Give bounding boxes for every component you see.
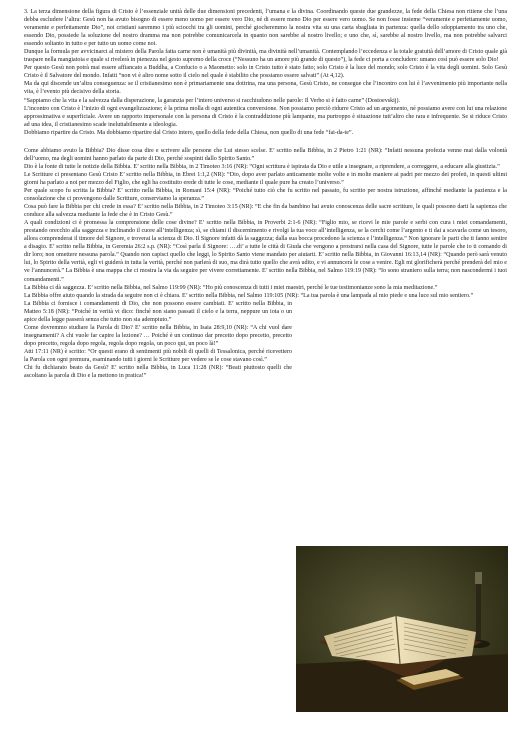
open-bible-illustration [296,546,508,712]
section-christ-dimensions [24,8,507,137]
paragraph: Come dovremmo studiare la Parola di Dio? E’ scritto nella Bibbia, in Isaia 28:9,10 (NR): “A chi vuol dare insegnamenti? A chi vuole far capire la lezione? … Poiché è un continuo dar precetto dopo precetto, precetto dopo precetto, regola dopo regola, regola dopo regola, un poco qui, un poco là!” [24,324,292,347]
section-bible [24,147,507,300]
paragraph: Le Scritture ci presentano Gesù Cristo E’ scritto nella Bibbia, in Ebrei 1:1,2 (NR): “Dio, dopo aver parlato anticamente molte volte e in molte maniere ai padri per mezzo dei profeti, in questi ultimi giorni ha parlato a noi per mezzo del Figlio, che egli ha costituito erede di tutte le cose, mediante il quale pure ha creato l’universo.” [24,171,507,186]
paragraph: Come abbiamo avuto la Bibbia? Dio disse cosa dire e scrivere alle persone che Lui stesso scelse. E’ scritto nella Bibbia, in 2 Pietro 1:21 (NR): “Infatti nessuna profezia venne mai dalla volontà dell’uomo, ma degli uomini hanno parlato da parte di Dio, perché sospinti dallo Spirito Santo.” [24,147,507,162]
paragraph: A quali condizioni ci è promessa la comprensione delle cose divine? E’ scritto nella Bibbia, in Proverbi 2:1-6 (NR): “Figlio mio, se ricevi le mie parole e serbi con cura i miei comandamenti, prestando orecchio alla saggezza e inclinando il cuore all’intelligenza; sì, se chiami il discernimento e rivolgi la tua voce all’intelligenza, se la cerchi come l’argento e ti dai a scavarla come un tesoro, allora comprenderai il timore del Signore, e troverai la scienza di Dio. Il Signore infatti dà la saggezza; dalla sua bocca procedono la scienza e l’intelligenza.” Non ignorare le parti che ti fanno sentire a disagio. E’ scritto nella Bibbia, in Geremia 26:2 s.p. (NR): “Così parla il Signore: ….di’ a tutte le città di Giuda che vengono a prostrarsi nella casa del Signore, tutte le parole che io ti comando di dir loro; non omettere nessuna parola.” Quando non capisci quello che leggi, lo Spirito Santo viene mandato per aiutarti. E’ scritto nella Bibbia, in Giovanni 16:13,14 (NR): “Quando però sarà venuto lui, lo Spirito della verità, egli vi guiderà in tutta la verità, perché non parlerà di suo, ma dirà tutto quello che avrà udito, e vi annuncerà le cose a venire. Egli mi glorificherà perché prenderà del mio e ve l’annuncerà.” La Bibbia è una mappa che ci mostra la via da seguire per vivere correttamente. E’ scritto nella Bibbia, nel Salmo 119:19 (NR): “Io sono straniero sulla terra; non nascondermi i tuoi comandamenti.” [24,220,507,283]
paragraph: Chi fu dichiarato beato da Gesù? E’ scritto nella Bibbia, in Luca 11:28 (NR): “Beati piuttosto quelli che ascoltano la parola di Dio e la mettono in pratica!” [24,365,292,380]
paragraph: La Bibbia offre aiuto quando la strada da seguire non ci è chiara. E’ scritto nella Bibbia, nel Salmo 119:105 (NR): “La tua parola è una lampada al mio piede e una luce sul mio sentiero.” [24,292,474,299]
paragraph: Dunque la formula per avvicinarci al mistero della Parola fatta carne non è umanità più divinità, ma divinità nell’umanità. Contemplando l’eccedenza e la totale gratuità dell’amore di Cristo quale già traspare nella mangiatoia e quale si rivelerà in pienezza nel gesto supremo della croce (“Nessuno ha un amore più grande di questo”), la fede ci porta a concludere: umano così può essere solo Dio! [24,49,507,64]
paragraph: Ma da qui discende un’altra conseguenza: se il cristianesimo non è primariamente una dottrina, ma una persona, Gesù Cristo, ne consegue che l’incontro con lui è l’avvenimento più importante nella vita, è l’evento più decisivo della storia. [24,81,507,96]
paragraph: La Bibbia ci fornisce i comandamenti di Dio, che non possono essere cambiati. E’ scritto nella Bibbia, in Matteo 5:18 (NR): “Poiché in verità vi dico: finché non siano passati il cielo e la terra, neppure un iota o un apice della legge passerà senza che tutto non sia adempiuto.” [24,300,292,323]
open-bible-painting [296,546,508,712]
paragraph: 3. La terza dimensione della figura di Cristo è l’essenziale unità delle due dimensioni precedenti, l’umana e la divina. Coordinando queste due grandezze, la fede della Chiesa non ritiene che l’una debba escludere l’altra: Gesù non ha avuto bisogno di essere meno uomo per essere vero Dio, né di essere meno Dio per essere vero uomo. Se non fosse insieme “veramente e perfettamente uomo, veramente e perfettamente Dio”, noi cristiani saremmo i più sciocchi tra gli uomini, perché giocheremmo la nostra vita su una carta sbagliata in partenza: quella dello sdoppiamento tra uno che, essendo Dio, possiede la soluzione del nostro dramma ma non potrebbe comunicarcela in quanto non sarebbe al nostro livello; e uno che, sì, sarebbe al nostro livello, ma non potrebbe salvarci essendo soltanto in tutto e per tutto un uomo come noi. [24,9,507,48]
paragraph: Dio è la fonte di tutte le notizie della Bibbia. E’ scritto nella Bibbia, in 2 Timoteo 3:16 (NR): “Ogni scrittura è ispirata da Dio e utile a insegnare, a riprendere, a correggere, a educare alla giustizia.” [24,163,500,170]
paragraph: Atti 17:11 (NR) è scritto: “Or questi erano di sentimenti più nobili di quelli di Tessalonica, perché ricevettero la Parola con ogni premura, esaminando tutti i giorni le Scritture per vedere se le cose stavano così.” [24,348,292,363]
candlestick-icon [476,582,481,642]
paragraph: Per questo Gesù non potrà mai essere affiancato a Buddha, a Confucio o a Maometto: solo in Cristo tutto è stato fatto; solo Cristo è la luce del mondo; solo Cristo è la vita degli uomini. Solo Gesù Cristo è il Salvatore del mondo. Infatti “non vi è altro nome sotto il cielo nel quale è stabilito che possiamo essere salvati” (At 4,12). [24,65,507,80]
paragraph: La Bibbia ci dà saggezza. E’ scritto nella Bibbia, nel Salmo 119:99 (NR): “Ho più conoscenza di tutti i miei maestri, perché le tue testimonianze sono la mia meditazione.” [24,284,438,291]
section-spacer [24,137,507,147]
paragraph: L’incontro con Cristo è l’inizio di ogni evangelizzazione; è la prima molla di ogni autentica conversione. Non possiamo perciò ridurre Cristo ad un argomento, né possiamo avere con lui una relazione approssimativa e superficiale. Avere un rapporto impersonale con la persona di Cristo è la contraddizione più lampante, ma purtroppo è situazione tutt’altro che rara e infrequente. Se si riduce Cristo ad una idea, il cristianesimo scade ineluttabilmente a ideologia. [24,105,507,128]
section-bible-study [24,300,292,380]
quote-paragraph: “Sappiamo che la vita e la salvezza dalla disperazione, la garanzia per l’intero universo si racchiudono nelle parole: Il Verbo si è fatto carne” (Dostoevskij). [24,97,400,104]
paragraph: Dobbiamo ripartire da Cristo. Ma dobbiamo ripartire dal Cristo intero, quello della fede della Chiesa, non quello di una fede “fai-da-te”. [24,129,354,136]
paragraph: Per quale scopo fu scritta la Bibbia? E’ scritto nella Bibbia, in Romani 15:4 (NR): “Poiché tutto ciò che fu scritto nel passato, fu scritto per nostra istruzione, affinché mediante la pazienza e la consolazione che ci provengono dalle Scritture, conserviamo la speranza.” [24,187,507,203]
paragraph: Cosa può fare la Bibbia per chi crede in essa? E’ scritto nella Bibbia, in 2 Timoteo 3:15 (NR): “E che fin da bambino hai avuto conoscenza delle sacre scritture, le quali possono darti la sapienza che conduce alla salvezza mediante la fede che è in Cristo Gesù.” [24,204,507,219]
